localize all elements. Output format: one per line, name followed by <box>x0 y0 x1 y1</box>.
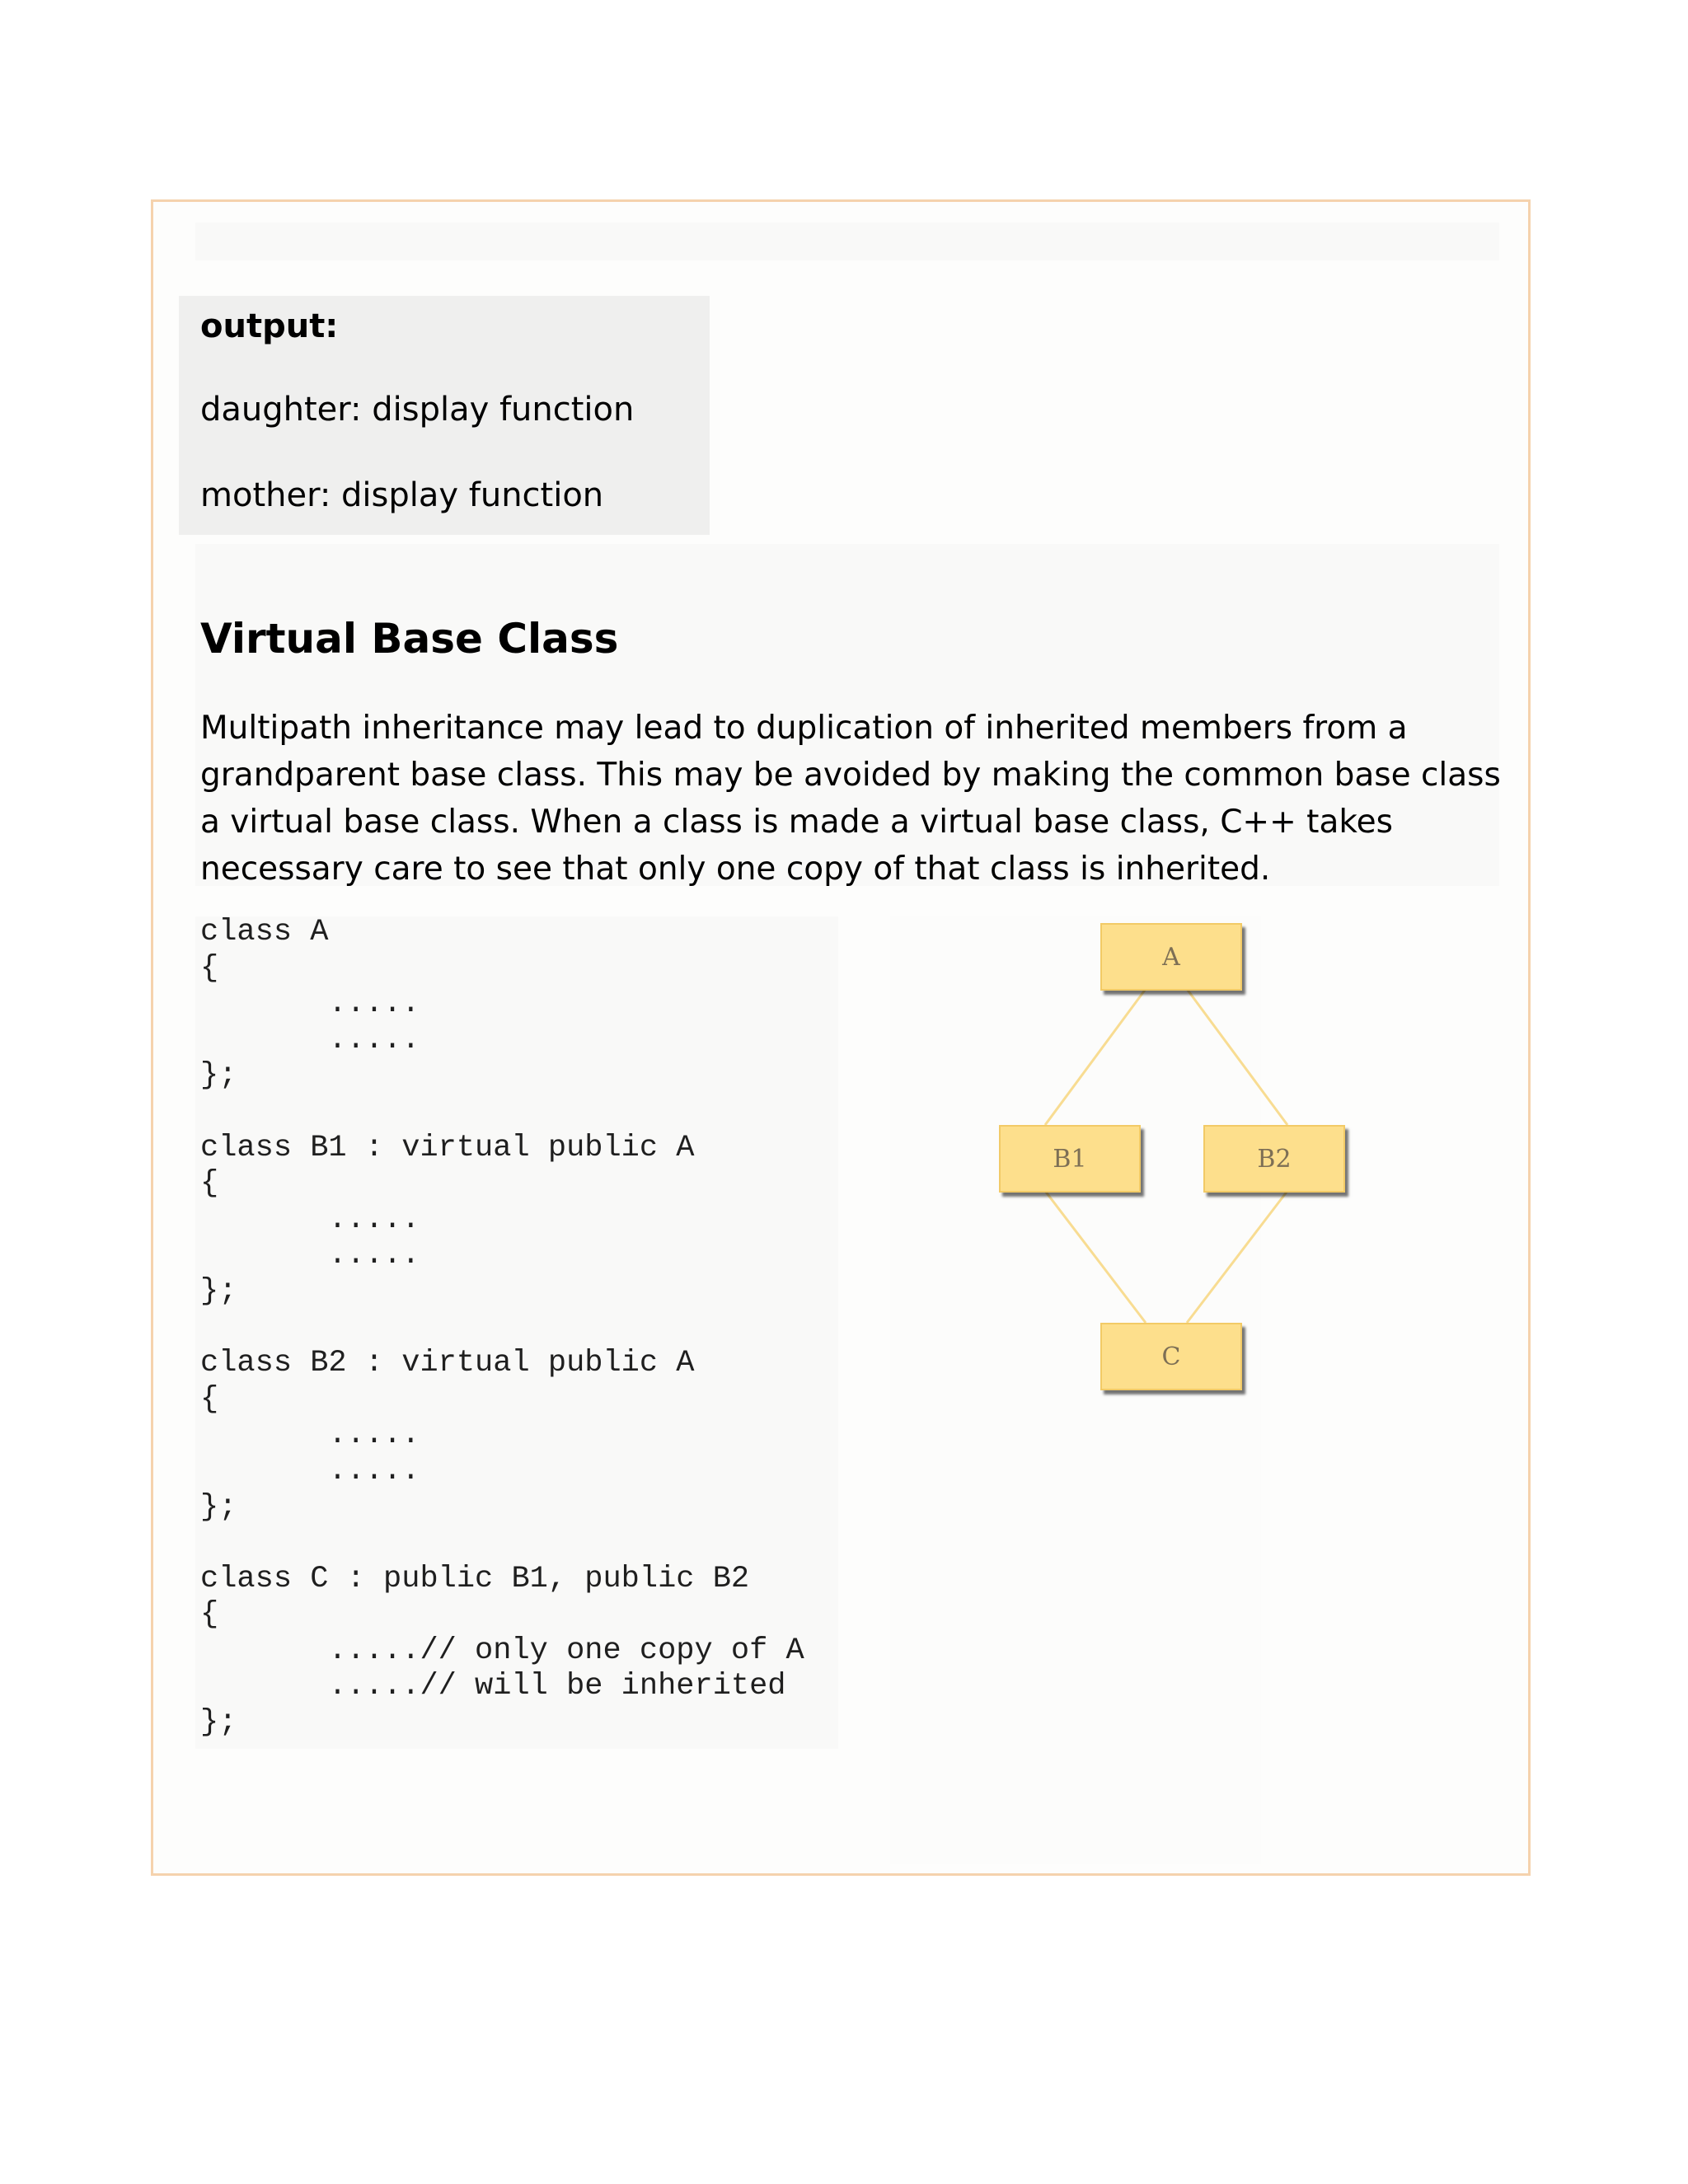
edge-a-b2 <box>1187 989 1287 1125</box>
top-strip <box>195 223 1499 260</box>
node-a: A <box>1100 923 1242 991</box>
node-b2: B2 <box>1203 1125 1345 1193</box>
section-title: Virtual Base Class <box>200 615 619 663</box>
edge-b2-c <box>1187 1191 1287 1323</box>
inheritance-diagram <box>989 923 1368 1409</box>
output-title: output: <box>200 307 339 345</box>
edge-a-b1 <box>1045 989 1146 1125</box>
output-line-mother: mother: display function <box>200 476 604 514</box>
node-b1: B1 <box>999 1125 1141 1193</box>
section-body: Multipath inheritance may lead to duplication of inherited members from a grandparent base class. This may be avoided by making the common base class a virtual base class. When a class is made a virtual base class, C++ takes necessary care to see that only one copy of that class is inherited. <box>200 710 1501 888</box>
output-line-daughter: daughter: display function <box>200 391 635 429</box>
node-c: C <box>1100 1323 1242 1390</box>
code-block: class A { ..... ..... }; class B1 : virtual public A { ..... ..... }; class B2 : virtual public A { ..... ..... }; class C : public B1, public B2 { .....// only one copy of A .....// will be inherited }; <box>200 915 804 1741</box>
edge-b1-c <box>1045 1191 1146 1323</box>
